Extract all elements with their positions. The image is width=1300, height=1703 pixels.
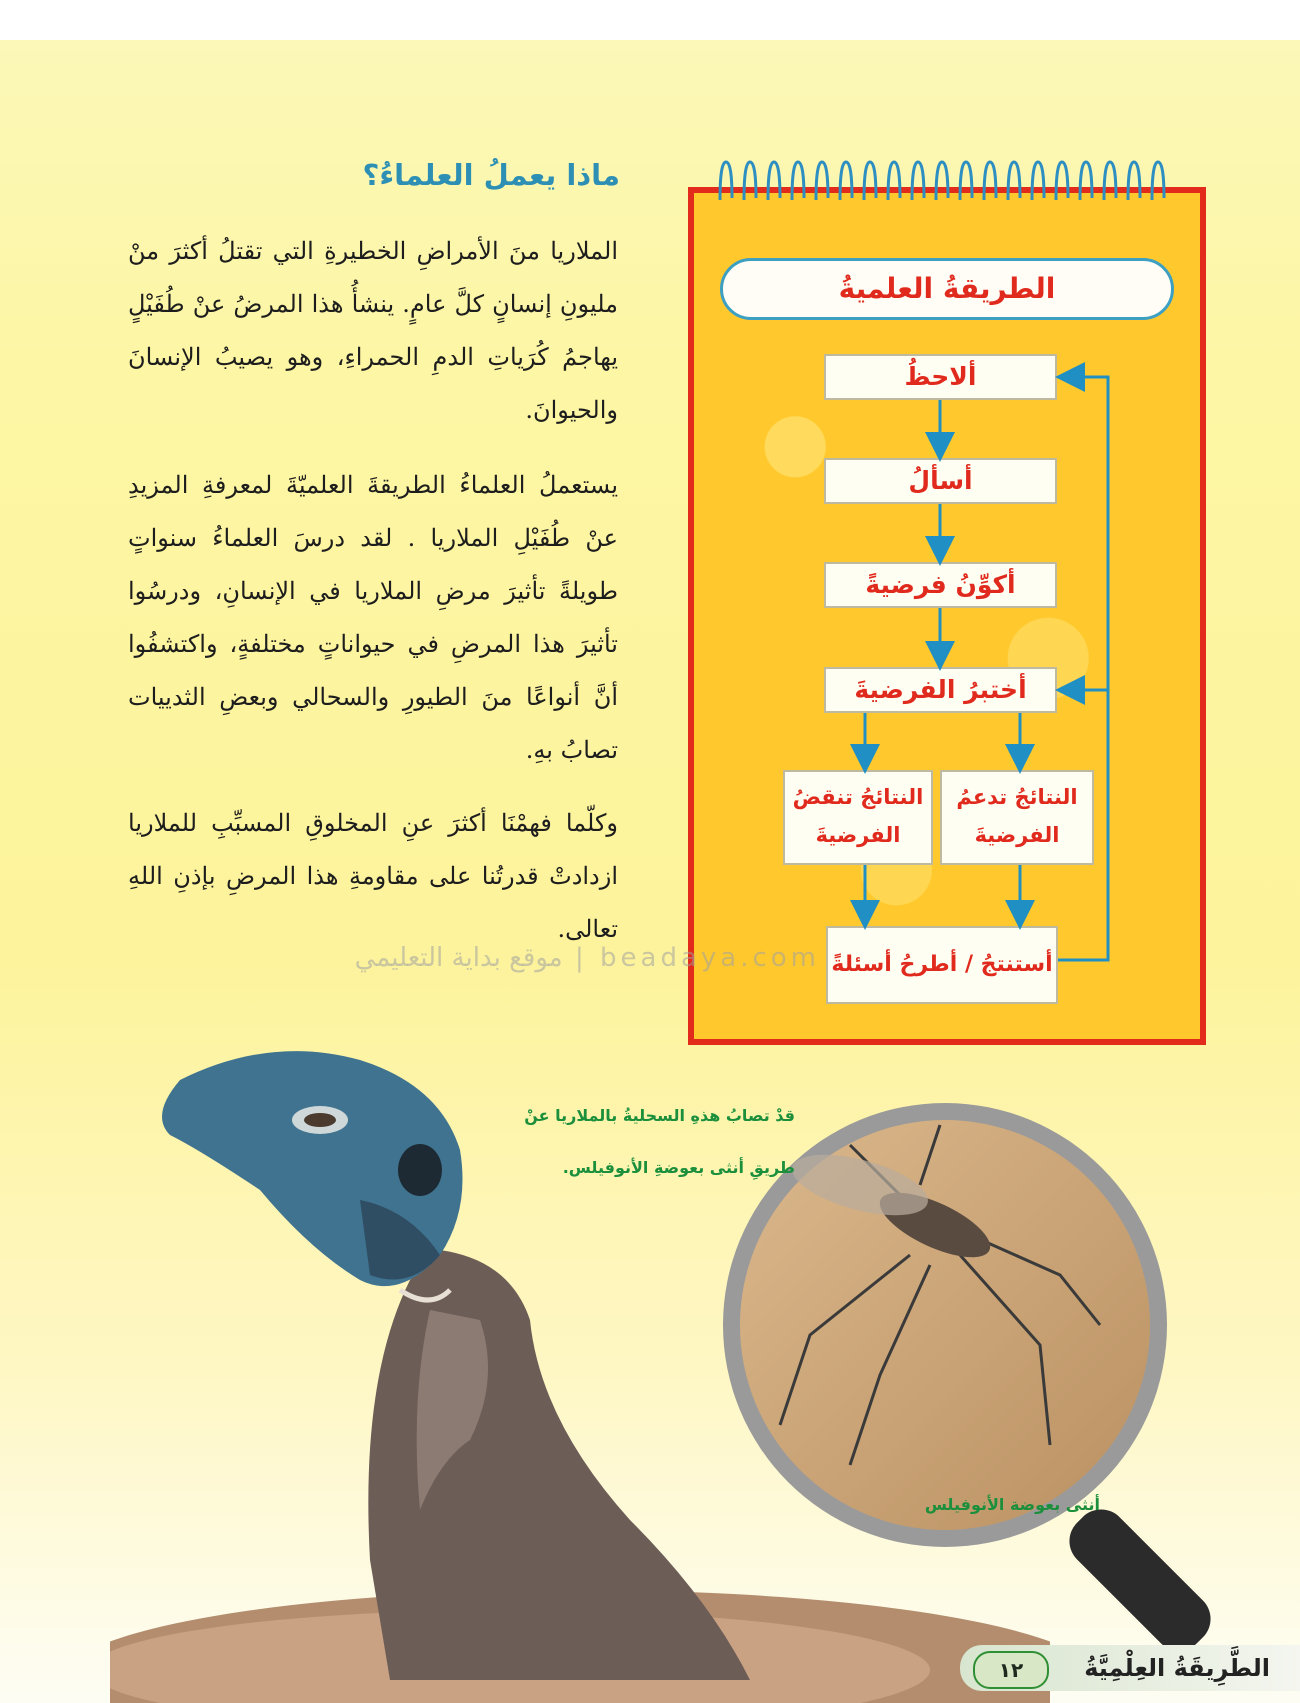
notebook-spiral bbox=[712, 158, 1182, 206]
method-title: الطريقةُ العلميةُ bbox=[720, 258, 1174, 320]
step-results-support bbox=[940, 770, 1094, 865]
section-heading: ماذا يعملُ العلماءُ؟ bbox=[362, 158, 620, 192]
step-conclude: أستنتجُ / أطرحُ أسئلةً bbox=[826, 926, 1058, 1004]
paragraph-malaria-intro: الملاريا منَ الأمراضِ الخطيرةِ التي تقتلُ أكثرَ منْ مليونِ إنسانٍ كلَّ عامٍ. ينشأُ هذا المرضُ عنْ طُفَيْلٍ يهاجمُ كُرَياتِ الدمِ الحمراءِ، وهو يصيبُ الإنسانَ والحيوانَ. bbox=[128, 237, 618, 424]
step-results-refute-line1: النتائجُ تنقضُ bbox=[792, 785, 924, 809]
step-ask: أسألُ bbox=[824, 458, 1057, 504]
step-observe: ألاحظُ bbox=[824, 354, 1057, 400]
caption-lizard-line1: قدْ تصابُ هذهِ السحليةُ بالملاريا عنْ bbox=[524, 1106, 795, 1125]
step-results-support-line2: الفرضيةَ bbox=[974, 823, 1060, 847]
caption-lizard-line2: طريقِ أنثى بعوضةِ الأنوفيلس. bbox=[562, 1158, 795, 1177]
paragraph-scientific-method: يستعملُ العلماءُ الطريقةَ العلميّةَ لمعرفةِ المزيدِ عنْ طُفَيْلِ الملاريا . لقد درسَ العلماءُ سنواتٍ طويلةً تأثيرَ مرضِ الملاريا في الإنسانِ، ودرسُوا تأثيرَ هذا المرضِ في حيواناتٍ مختلفةٍ، واكتشفُوا أنَّ أنواعًا منَ الطيورِ والسحالي وبعضِ الثدييات تصابُ بهِ. bbox=[128, 471, 618, 764]
step-test-hypothesis: أختبرُ الفرضيةَ bbox=[824, 667, 1057, 713]
magnifier-mosquito-image bbox=[720, 1085, 1300, 1645]
step-results-refute-line2: الفرضيةَ bbox=[815, 823, 901, 847]
caption-lizard bbox=[455, 1090, 795, 1194]
step-results-refute bbox=[783, 770, 933, 865]
paragraph-conclusion: وكلّما فهمْنَا أكثرَ عنِ المخلوقِ المسبِّبِ للملاريا ازدادتْ قدرتُنا على مقاومةِ هذا المرضِ بإذنِ اللهِ تعالى. bbox=[128, 809, 618, 943]
step-hypothesize: أكوِّنُ فرضيةً bbox=[824, 562, 1057, 608]
footer-chapter-title: الطَّرِيقَةُ العِلْمِيَّةُ bbox=[1084, 1654, 1270, 1682]
page-number: ١٢ bbox=[973, 1651, 1049, 1689]
watermark-text: beadaya.com | موقع بداية التعليمي bbox=[354, 943, 820, 973]
caption-mosquito: أنثى بعوضة الأنوفيلس bbox=[924, 1495, 1100, 1514]
step-results-support-line1: النتائجُ تدعمُ bbox=[956, 785, 1078, 809]
